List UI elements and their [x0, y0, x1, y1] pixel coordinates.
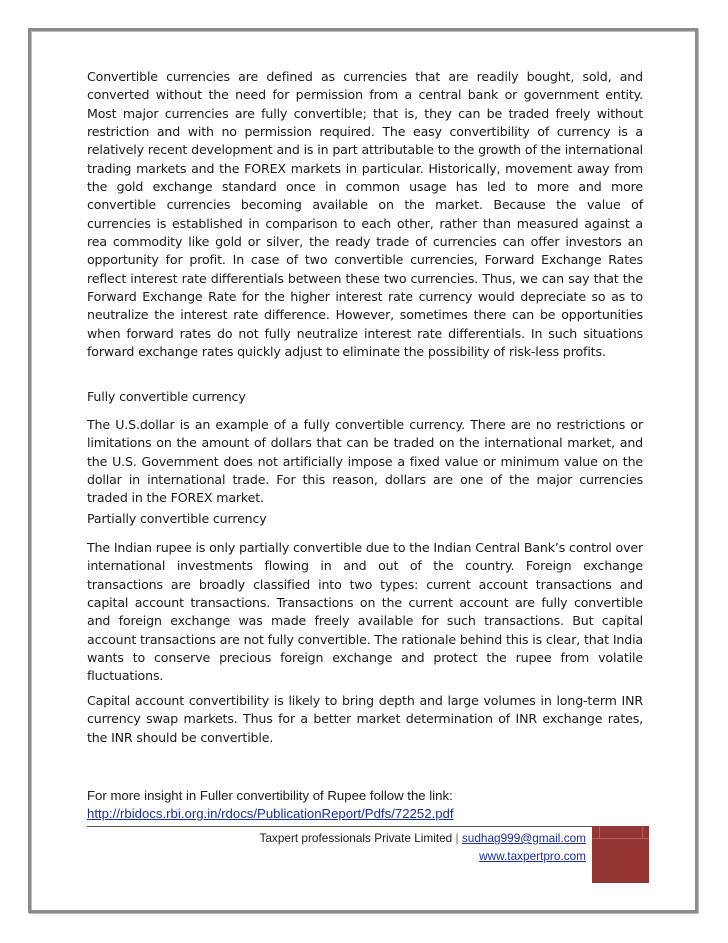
- capital-account-paragraph: Capital account convertibility is likely to bring depth and large volumes in long-term INR currency swap markets. Thus for a better market determination of INR exchange rates, the INR should be convertible.: [87, 693, 643, 745]
- footer-divider: [87, 826, 592, 827]
- footer-page-number-block: [592, 826, 649, 883]
- footer-website-link[interactable]: www.taxpertpro.com: [479, 849, 586, 863]
- intro-paragraph: Convertible currencies are defined as currencies that are readily bought, sold, and converted without the need for permission from a central bank or government entity. Most major currencies are fully convertible; that is, they can be traded freely without restriction and with no permission required. The easy convertibility of currency is a relatively recent development and is in part attributable to the growth of the international trading markets and the FOREX markets in particular. Historically, movement away from the gold exchange standard once in common usage has led to more and more convertible currencies becoming available on the market. Because the value of currencies is established in comparison to each other, rather than measured against a rea commodity like gold or silver, the ready trade of currencies can offer investors an opportunity for profit. In case of two convertible currencies, Forward Exchange Rates reflect interest rate differentials between these two currencies. Thus, we can say that the Forward Exchange Rate for the higher interest rate currency would depreciate so as to neutralize the interest rate difference. However, sometimes there can be opportunities when forward rates do not fully neutralize interest rate differentials. In such situations forward exchange rates quickly adjust to eliminate the possibility of risk-less profits.: [87, 69, 643, 360]
- insight-note: For more insight in Fuller convertibility of Rupee follow the link:: [87, 788, 453, 803]
- rbi-report-link[interactable]: http://rbidocs.rbi.org.in/rdocs/PublicationReport/Pdfs/72252.pdf: [87, 806, 454, 821]
- section-body-partially-convertible: The Indian rupee is only partially convertible due to the Indian Central Bank’s control over international investments flowing in and out of the country. Foreign exchange transactions are broadly classified into two types: current account transactions and capital account transactions. Transactions on the current account are fully convertible and foreign exchange was made freely available for such transactions. But capital account transactions are not fully convertible. The rationale behind this is clear, that India wants to conserve precious foreign exchange and protect the rupee from volatile fluctuations.: [87, 540, 643, 684]
- footer-company-name: Taxpert professionals Private Limited: [259, 831, 453, 845]
- footer-separator: |: [452, 831, 462, 845]
- footer-line-company: [259, 830, 586, 847]
- section-heading-partially-convertible: Partially convertible currency: [87, 511, 267, 526]
- footer-block-rule: [642, 826, 643, 839]
- footer-line-website: [479, 848, 586, 865]
- footer-block-rule: [599, 826, 600, 839]
- footer-block-rule: [592, 838, 649, 839]
- section-heading-fully-convertible: Fully convertible currency: [87, 389, 246, 404]
- footer-email-link[interactable]: sudhag999@gmail.com: [461, 831, 586, 845]
- section-body-fully-convertible: The U.S.dollar is an example of a fully convertible currency. There are no restrictions or limitations on the amount of dollars that can be traded on the international market, and the U.S. Government does not artificially impose a fixed value or minimum value on the dollar in international trade. For this reason, dollars are one of the major currencies traded in the FOREX market.: [87, 417, 643, 506]
